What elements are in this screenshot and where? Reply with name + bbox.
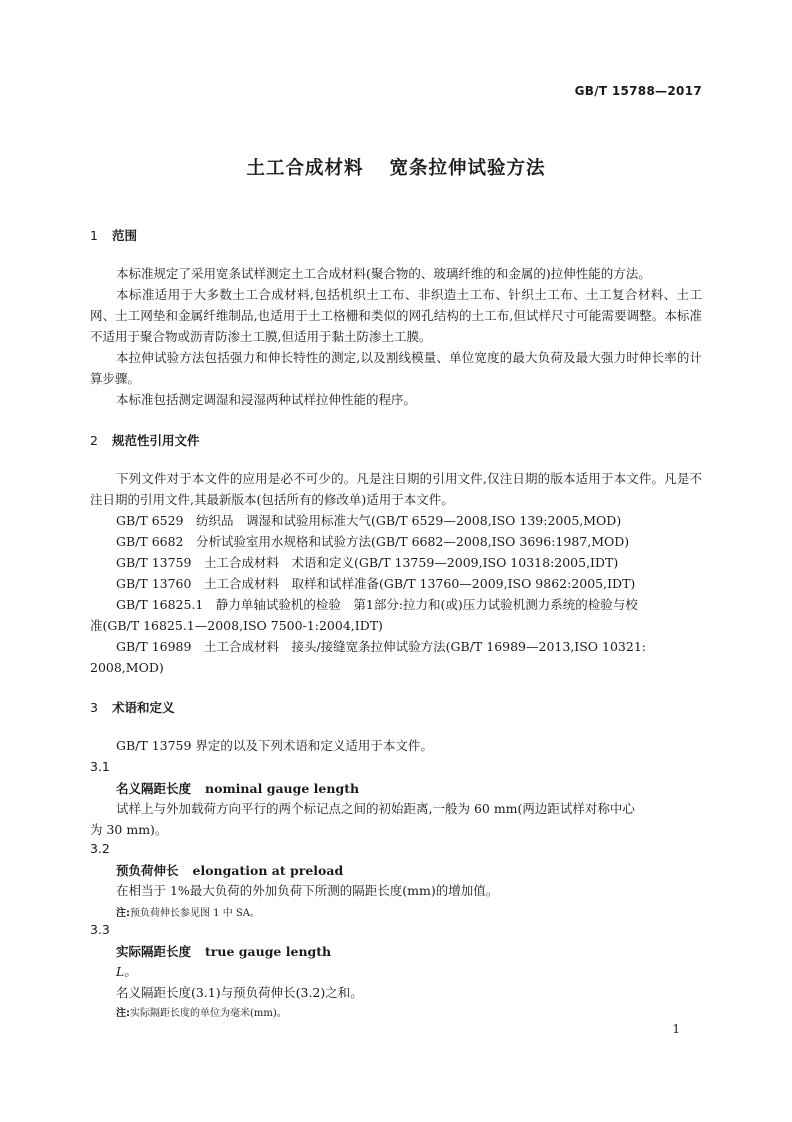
section-3-heading	[90, 698, 175, 716]
term-chinese: 名义隔距长度	[116, 781, 192, 796]
term-english: elongation at preload	[192, 863, 344, 878]
title-part-2: 宽条拉伸试验方法	[389, 158, 546, 179]
page-number: 1	[672, 1022, 680, 1036]
term-definition: 在相当于 1%最大负荷的外加负荷下所测的隔距长度(mm)的增加值。	[116, 883, 499, 898]
standard-number: GB/T 15788—2017	[574, 84, 702, 98]
section-number: 3	[90, 700, 98, 715]
term-nominal-gauge-length	[116, 779, 359, 797]
reference-gbt16825-line-2: 准(GB/T 16825.1—2008,ISO 7500-1:2004,IDT)	[90, 618, 383, 633]
section-title: 规范性引用文件	[112, 433, 200, 448]
term-english: nominal gauge length	[205, 781, 360, 796]
reference-gbt13760: GB/T 13760 土工合成材料 取样和试样准备(GB/T 13760—2009,ISO 9862:2005,IDT)	[116, 576, 636, 591]
note-text: 实际隔距长度的单位为毫米(mm)。	[130, 1008, 287, 1019]
term-number: 3.3	[90, 922, 110, 937]
section-2-heading	[90, 431, 200, 449]
scope-paragraph-1: 本标准规定了采用宽条试样测定土工合成材料(聚合物的、玻璃纤维的和金属的)拉伸性能的方法。	[116, 266, 651, 281]
reference-gbt13759: GB/T 13759 土工合成材料 术语和定义(GB/T 13759—2009,ISO 10318:2005,IDT)	[116, 555, 619, 570]
section-1-heading	[90, 226, 137, 244]
section-number: 1	[90, 228, 98, 243]
term-chinese: 实际隔距长度	[116, 944, 192, 959]
term-number: 3.2	[90, 841, 110, 856]
term-definition-line-2: 为 30 mm)。	[90, 822, 168, 837]
section-title: 范围	[112, 228, 138, 243]
section-title: 术语和定义	[112, 700, 175, 715]
term-english: true gauge length	[205, 944, 332, 959]
term-note	[116, 1004, 287, 1019]
term-chinese: 预负荷伸长	[116, 863, 179, 878]
reference-gbt16989-line-2: 2008,MOD)	[90, 660, 164, 675]
term-note	[116, 904, 260, 919]
document-title	[0, 154, 792, 180]
term-true-gauge-length	[116, 942, 331, 960]
term-symbol: L。	[116, 964, 137, 979]
note-label: 注:	[116, 1008, 130, 1019]
note-text: 预负荷伸长参见图 1 中 SA。	[130, 908, 260, 919]
reference-gbt16825-line-1: GB/T 16825.1 静力单轴试验机的检验 第1部分:拉力和(或)压力试验机测力系统的检验与校	[116, 597, 638, 612]
note-label: 注:	[116, 908, 130, 919]
terms-intro: GB/T 13759 界定的以及下列术语和定义适用于本文件。	[116, 738, 433, 753]
reference-gbt16989-line-1: GB/T 16989 土工合成材料 接头/接缝宽条拉伸试验方法(GB/T 16989—2013,ISO 10321:	[116, 639, 646, 654]
scope-paragraph-2: 本标准适用于大多数土工合成材料,包括机织土工布、非织造土工布、针织土工布、土工复合材料、土工网、土工网垫和金属纤维制品,也适用于土工格栅和类似的网孔结构的土工布,但试样尺寸可能需要调整。本标准不适用于聚合物或沥青防渗土工膜,但适用于黏土防渗土工膜。	[90, 287, 702, 344]
scope-paragraph-4: 本标准包括测定调湿和浸湿两种试样拉伸性能的程序。	[116, 392, 417, 407]
term-elongation-at-preload	[116, 861, 343, 879]
title-part-1: 土工合成材料	[246, 158, 364, 179]
reference-gbt6682: GB/T 6682 分析试验室用水规格和试验方法(GB/T 6682—2008,ISO 3696:1987,MOD)	[116, 534, 630, 549]
term-definition: 名义隔距长度(3.1)与预负荷伸长(3.2)之和。	[116, 985, 363, 1000]
term-number: 3.1	[90, 759, 110, 774]
section-number: 2	[90, 433, 98, 448]
scope-paragraph-3: 本拉伸试验方法包括强力和伸长特性的测定,以及割线模量、单位宽度的最大负荷及最大强力时伸长率的计算步骤。	[90, 350, 702, 386]
references-intro: 下列文件对于本文件的应用是必不可少的。凡是注日期的引用文件,仅注日期的版本适用于本文件。凡是不注日期的引用文件,其最新版本(包括所有的修改单)适用于本文件。	[90, 471, 702, 507]
reference-gbt6529: GB/T 6529 纺织品 调湿和试验用标准大气(GB/T 6529—2008,ISO 139:2005,MOD)	[116, 513, 622, 528]
term-definition-line-1: 试样上与外加载荷方向平行的两个标记点之间的初始距离,一般为 60 mm(两边距试样对称中心	[116, 801, 635, 816]
